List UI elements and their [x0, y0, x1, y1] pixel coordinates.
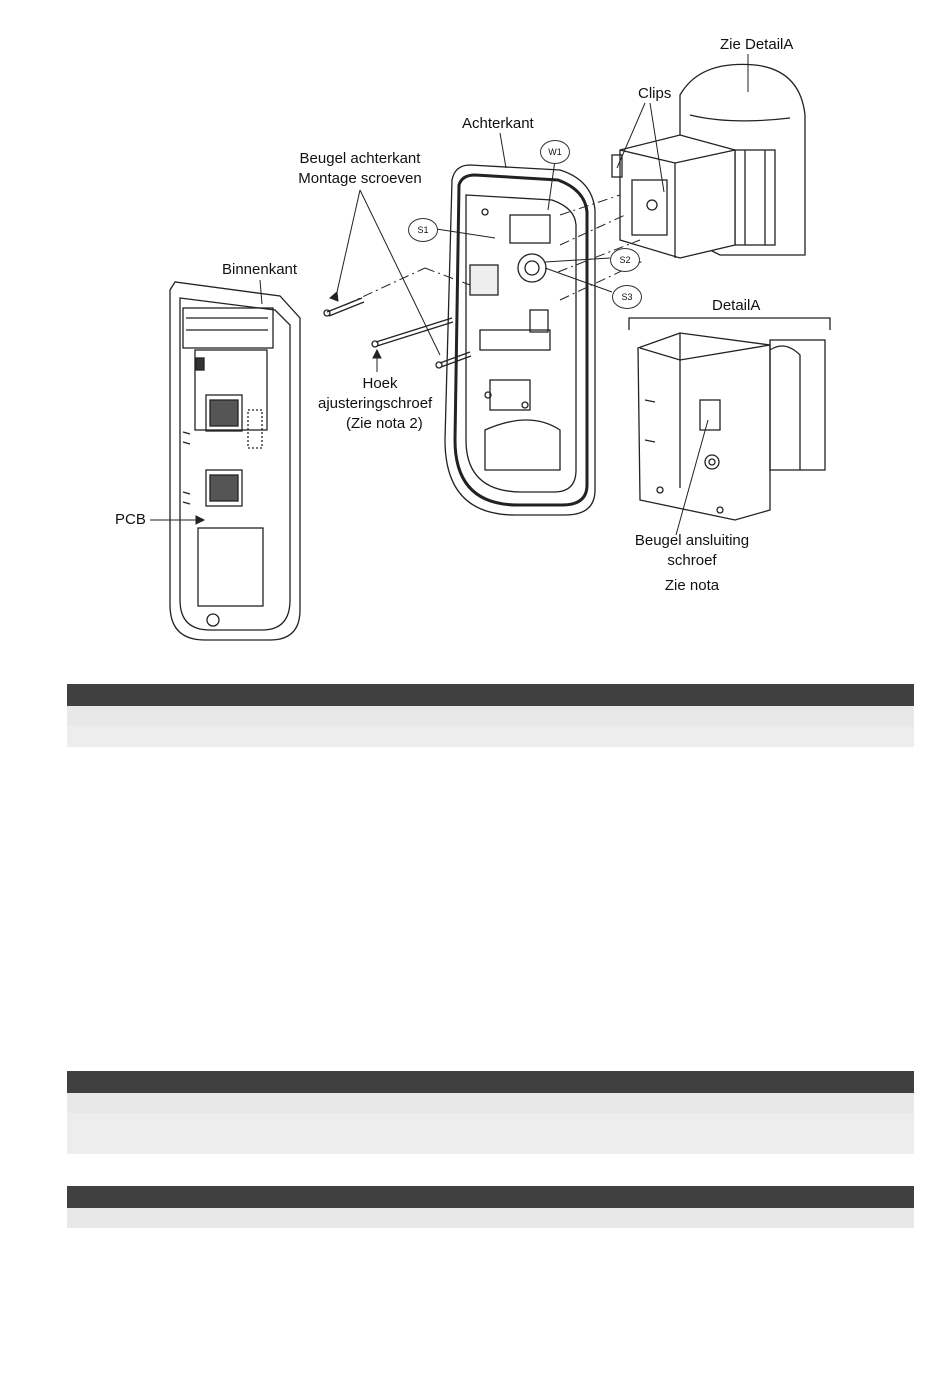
back-side-label: Achterkant — [462, 115, 534, 132]
see-detail-a-label: Zie DetailA — [720, 36, 794, 53]
table-2-header — [67, 1071, 914, 1093]
clips-label: Clips — [638, 85, 672, 102]
inner-side-label: Binnenkant — [222, 261, 298, 278]
callout-s1: S1 — [408, 218, 438, 242]
table-2-row — [67, 1093, 914, 1113]
pcb-inner-part — [170, 282, 300, 640]
table-1-row — [67, 726, 914, 747]
exploded-view-figure — [0, 0, 950, 680]
table-3 — [67, 1186, 914, 1228]
table-3-header — [67, 1186, 914, 1208]
see-note-label: Zie nota — [664, 577, 720, 594]
angle-screw-label-line2: ajusteringschroef — [318, 395, 433, 412]
angle-screw-label-line3: (Zie nota 2) — [346, 415, 423, 432]
callout-w1: W1 — [540, 140, 570, 164]
bracket-connection-label-line1: Beugel ansluiting — [634, 532, 750, 549]
table-1-header — [67, 684, 914, 706]
bracket-connection-label-line2: schroef — [667, 552, 717, 569]
bracket-back-label-line2: Montage scroeven — [298, 170, 422, 187]
table-2-row — [67, 1113, 914, 1154]
detail-a-bracket — [629, 318, 830, 520]
table-2 — [67, 1071, 914, 1154]
callout-s2: S2 — [610, 248, 640, 272]
table-3-row — [67, 1208, 914, 1228]
angle-screw-label-line1: Hoek — [362, 375, 398, 392]
detail-a-label: DetailA — [712, 297, 761, 314]
back-housing — [445, 165, 595, 515]
table-1-row — [67, 706, 914, 726]
pcb-label: PCB — [115, 511, 146, 528]
table-1 — [67, 684, 914, 747]
bracket-back-label-line1: Beugel achterkant — [299, 150, 421, 167]
callout-s3: S3 — [612, 285, 642, 309]
